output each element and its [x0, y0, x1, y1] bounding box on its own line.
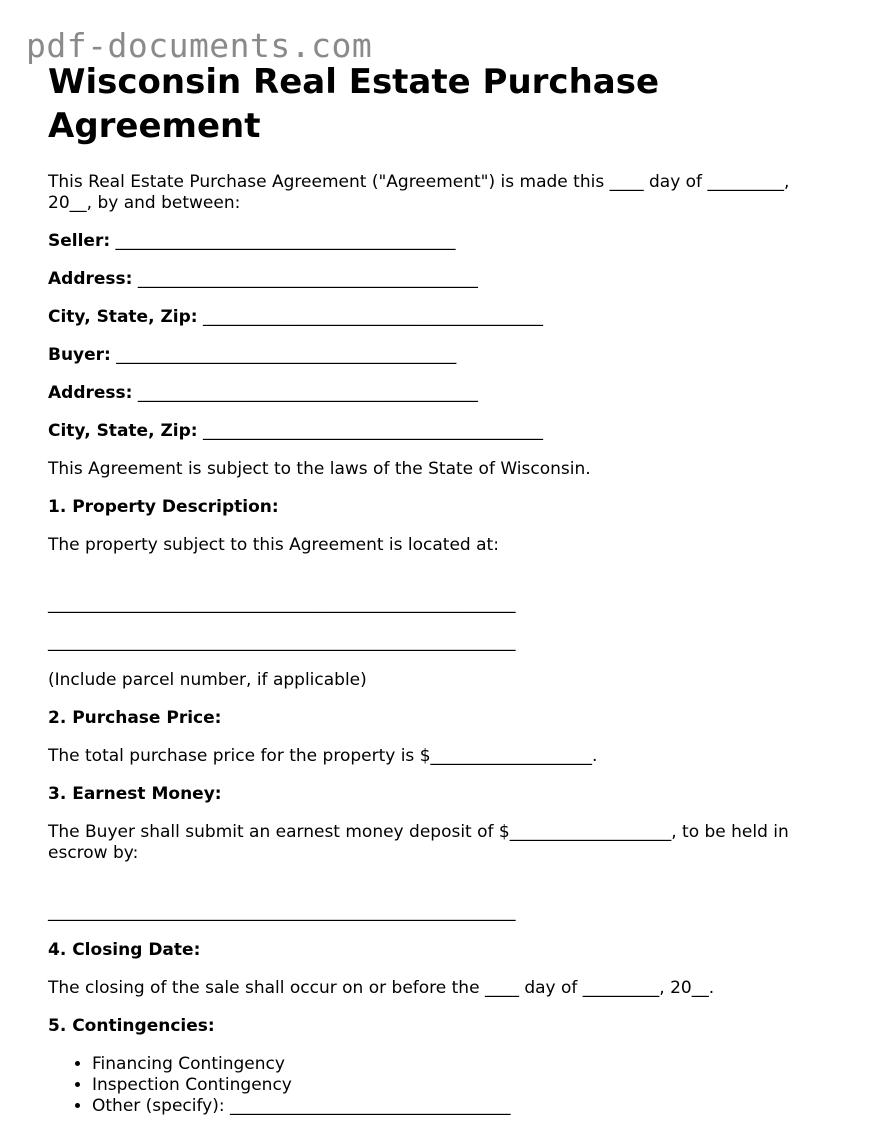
- buyer-label: Buyer:: [48, 345, 111, 365]
- property-text: The property subject to this Agreement is located at:: [48, 535, 499, 555]
- buyer-blank[interactable]: ________________________________________: [116, 345, 457, 365]
- seller-label: Seller:: [48, 231, 111, 251]
- price-heading: 2. Purchase Price:: [48, 708, 222, 728]
- document-page: [48, 60, 828, 1117]
- contingencies-heading: 5. Contingencies:: [48, 1016, 215, 1036]
- law-statement: This Agreement is subject to the laws of the State of Wisconsin.: [48, 459, 591, 479]
- seller-city-label: City, State, Zip:: [48, 307, 198, 327]
- price-text: The total purchase price for the property is $___________________.: [48, 746, 598, 766]
- property-note: (Include parcel number, if applicable): [48, 670, 367, 690]
- seller-blank[interactable]: ________________________________________: [115, 231, 456, 251]
- earnest-heading: 3. Earnest Money:: [48, 784, 222, 804]
- buyer-city-field: [48, 421, 828, 442]
- seller-city-field: [48, 307, 828, 328]
- buyer-city-label: City, State, Zip:: [48, 421, 198, 441]
- closing-heading: 4. Closing Date:: [48, 940, 201, 960]
- seller-name-field: [48, 231, 828, 252]
- document-title: Wisconsin Real Estate Purchase Agreement: [48, 62, 660, 146]
- list-item: • Other (specify): _________________________________: [92, 1096, 828, 1117]
- seller-city-blank[interactable]: ________________________________________: [202, 307, 543, 327]
- earnest-text: The Buyer shall submit an earnest money deposit of $___________________, to be held in escrow by:: [48, 822, 789, 863]
- property-heading: 1. Property Description:: [48, 497, 279, 517]
- list-item: • Financing Contingency: [92, 1054, 828, 1075]
- earnest-escrow-line[interactable]: _______________________________________________________: [48, 902, 516, 922]
- buyer-address-label: Address:: [48, 383, 133, 403]
- seller-address-field: [48, 269, 828, 290]
- buyer-city-blank[interactable]: ________________________________________: [202, 421, 543, 441]
- closing-text: The closing of the sale shall occur on or before the ____ day of _________, 20__.: [48, 978, 715, 998]
- contingencies-list: [48, 1054, 828, 1117]
- buyer-address-field: [48, 383, 828, 404]
- property-line-2[interactable]: _______________________________________________________: [48, 632, 516, 652]
- watermark: pdf-documents.com: [26, 26, 373, 65]
- list-item: • Inspection Contingency: [92, 1075, 828, 1096]
- seller-address-blank[interactable]: ________________________________________: [137, 269, 478, 289]
- seller-address-label: Address:: [48, 269, 133, 289]
- buyer-address-blank[interactable]: ________________________________________: [137, 383, 478, 403]
- buyer-name-field: [48, 345, 828, 366]
- intro-paragraph: This Real Estate Purchase Agreement ("Agreement") is made this ____ day of _________, 20__, by and between:: [48, 172, 790, 213]
- property-line-1[interactable]: _______________________________________________________: [48, 594, 516, 614]
